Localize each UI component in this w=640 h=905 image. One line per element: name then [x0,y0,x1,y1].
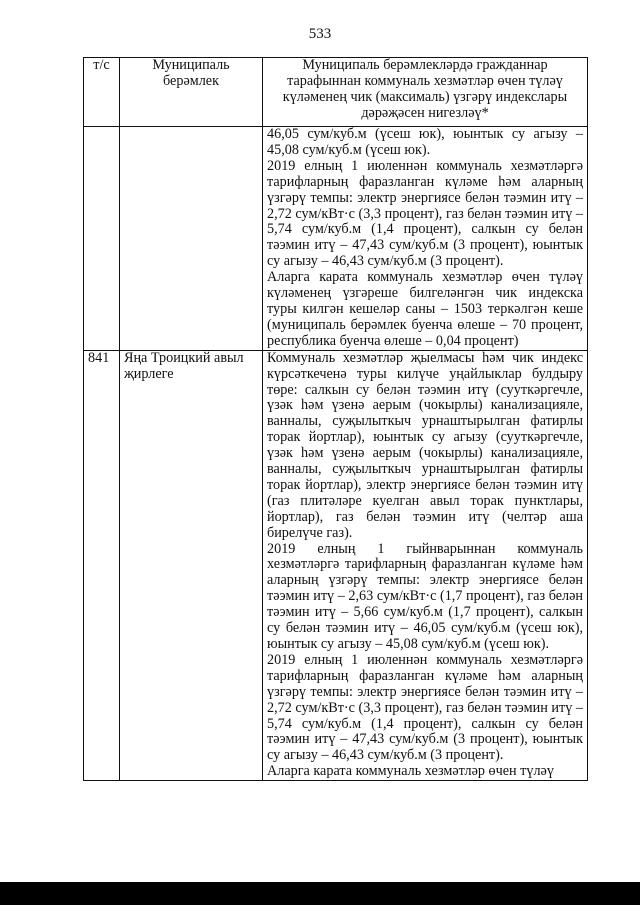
header-description: Муниципаль берәмлекләрдә гражданнар тарафыннан коммуналь хезмәтләр өчен түләү күләменең чик (максималь) үзгәрү индекслары дәрәҗәсен нигезләү* [263,58,588,127]
row-paragraph: 2019 елның 1 июленнән коммуналь хезмәтләргә тарифларның фаразланган күләме һәм аларның үзгәрү темпы: электр энергиясе белән тәэмин итү – 2,72 сум/кВт·с (3,3 процент), газ белән тәэмин итү – 5,74 сум/куб.м (1,4 процент), салкын су белән тәэмин итү – 47,43 сум/куб.м (3 процент), юынтык су агызу – 46,43 сум/куб.м (3 процент). [267,651,583,764]
row-paragraph: 2019 елның 1 гыйнварыннан коммуналь хезмәтләргә тарифларның фаразланган күләме һәм аларның үзгәрү темпы: электр энергиясе белән тәэмин итү – 2,63 сум/кВт·с (1,7 процент), газ белән тәэмин итү – 5,66 сум/куб.м (1,7 процент), салкын су белән тәэмин итү – 46,05 сум/куб.м (үсеш юк), юынтык су агызу – 45,08 сум/куб.м (үсеш юк). [267,540,583,652]
page-number: 533 [308,26,332,42]
row-num: 841 [84,350,120,780]
row-paragraph: Коммуналь хезмәтләр җыелмасы һәм чик индекс күрсәткеченә туры килүче уңайлыклар булдыру төре: салкын су белән тәэмин итү (сууткәргечле, үзәк һәм үзенә аерым (чокырлы) канализацияле, ванналы, суҗылыткыч урнаштырылган фатирлы торак йортлар), юынтык су агызу (сууткәргечле, үзәк һәм үзенә аерым (чокырлы) канализацияле, ванналы, суҗылыткыч урнаштырылган фатирлы торак йортлар), электр энергиясе белән тәэмин итү (газ плитәләре куелган авыл торак пунктлары, йортлар), газ белән тәэмин итү (челтәр аша бирелүче газ). [267,349,583,541]
continued-paragraph: 46,05 сум/куб.м (үсеш юк), юынтык су агызу – 45,08 сум/куб.м (үсеш юк). [267,126,583,158]
continued-description-cell [263,127,588,351]
row-description-cell [263,350,588,780]
scan-bottom-border [0,882,640,905]
table-header-row [84,58,588,127]
header-municipality: Муниципаль берәмлек [120,58,263,127]
continued-paragraph: 2019 елның 1 июленнән коммуналь хезмәтләргә тарифларның фаразланган күләме һәм аларның үзгәрү темпы: электр энергиясе белән тәэмин итү – 2,72 сум/кВт·с (3,3 процент), газ белән тәэмин итү – 5,74 сум/куб.м (1,4 процент), салкын су белән тәэмин итү – 47,43 сум/куб.м (3 процент), юынтык су агызу – 46,43 сум/куб.м (3 процент). [267,157,583,270]
row-municipality: Яңа Троицкий авыл җирлеге [120,350,263,780]
continued-num-cell [84,127,120,351]
header-num: т/с [84,58,120,127]
row-paragraph: Аларга карата коммуналь хезмәтләр өчен түләү [267,763,554,780]
table-row-841 [84,350,588,780]
continued-paragraph: Аларга карата коммуналь хезмәтләр өчен түләү күләменең үзгәреше билгеләнгән чик индекска туры килгән кешеләр саны – 1503 теркәлгән кеше (муниципаль берәмлек буенча өлеше – 70 процент, республика буенча өлеше – 0,04 процент) [267,269,583,349]
continued-municipality-cell [120,127,263,351]
table-row-continued [84,127,588,351]
tariff-table [83,57,588,781]
